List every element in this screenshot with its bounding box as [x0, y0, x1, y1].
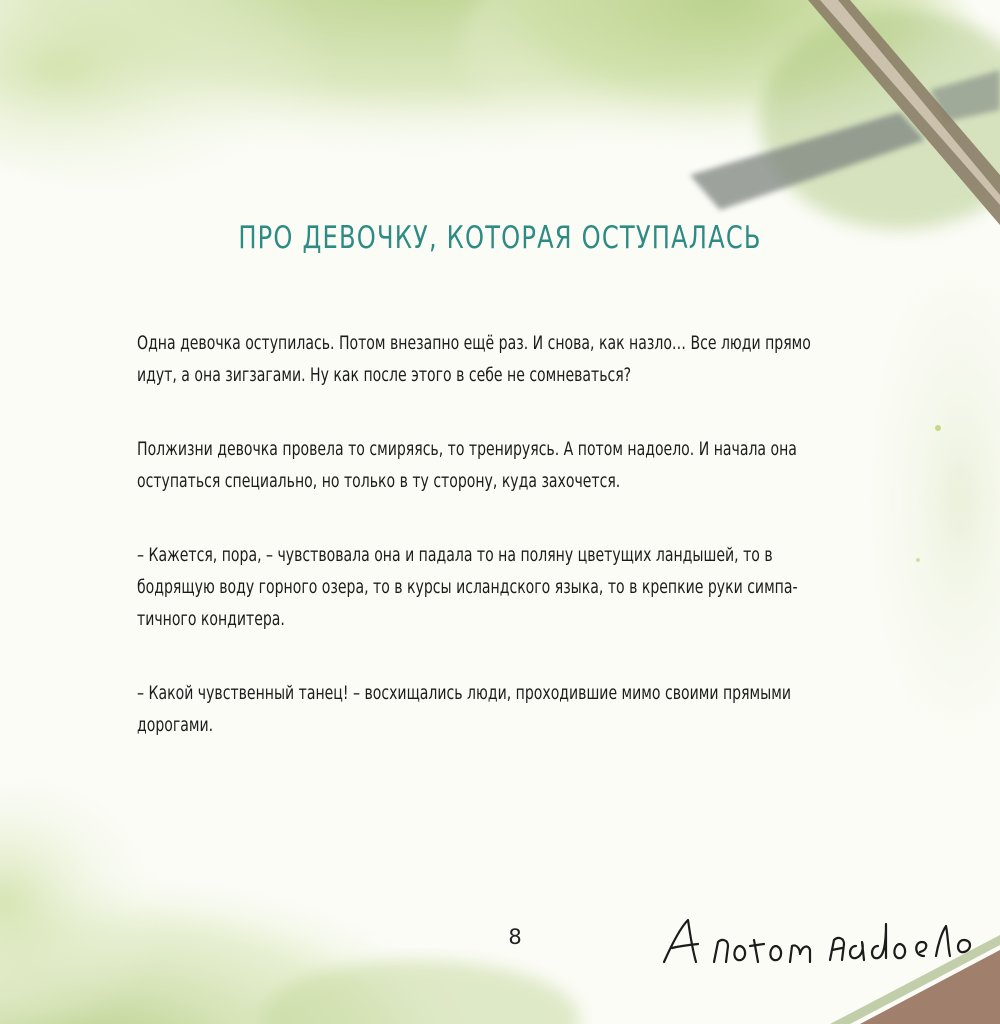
chapter-title: ПРО ДЕВОЧКУ, КОТОРАЯ ОСТУПАЛАСЬ	[238, 220, 762, 256]
text-line: Одна девочка оступилась. Потом внезапно ещё раз. И снова, как назло… Все люди прямо	[137, 333, 811, 354]
handwritten-signature	[658, 904, 978, 984]
text-line: оступаться специально, но только в ту сторону, куда захочется.	[137, 471, 621, 492]
text-line: бодрящую воду горного озера, то в курсы исландского языка, то в крепкие руки симпа-	[137, 577, 798, 598]
text-line: тичного кондитера.	[137, 609, 285, 630]
body-text	[137, 328, 867, 784]
page-number: 8	[508, 925, 522, 949]
paragraph	[137, 540, 867, 636]
text-line: идут, а она зигзагами. Ну как после этого в себе не сомневаться?	[137, 365, 632, 386]
text-line: Полжизни девочка провела то смиряясь, то тренируясь. А потом надоело. И начала она	[137, 439, 797, 460]
text-line: дорогами.	[137, 715, 214, 736]
text-line: – Кажется, пора, – чувствовала она и падала то на поляну цветущих ландышей, то в	[137, 545, 773, 566]
paragraph	[137, 328, 867, 392]
text-line: – Какой чувственный танец! – восхищались люди, проходившие мимо своими прямыми	[137, 683, 791, 704]
paragraph	[137, 678, 867, 742]
paragraph	[137, 434, 867, 498]
